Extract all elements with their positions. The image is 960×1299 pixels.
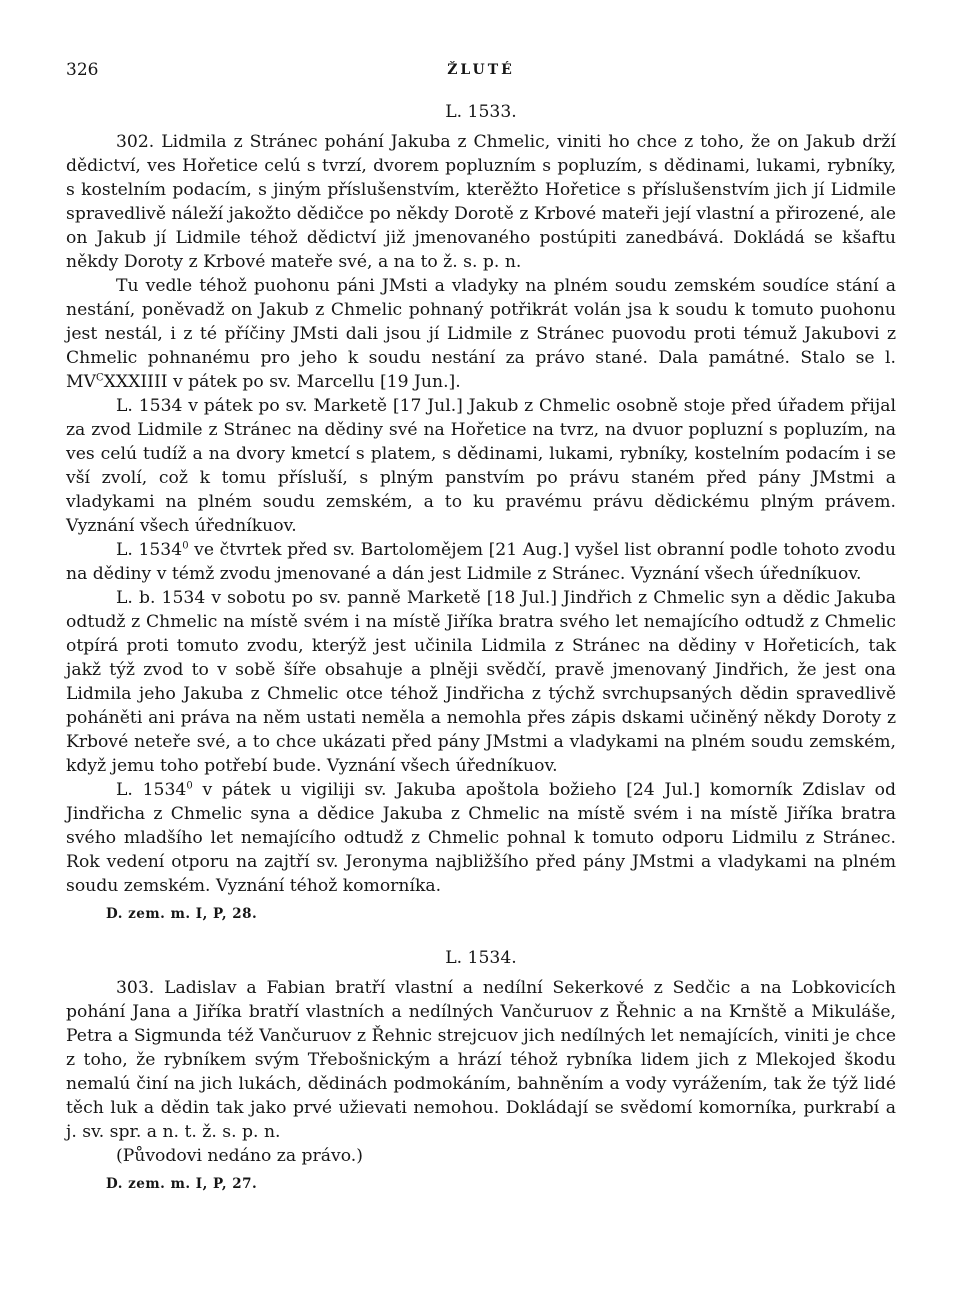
entry-paragraph — [66, 778, 896, 898]
source-citation: D. zem. m. I, P, 27. — [106, 1176, 258, 1192]
paragraph-text: (Původovi nedáno za právo.) — [116, 1146, 363, 1166]
page-number: 326 — [66, 60, 99, 80]
entry-number: 302. — [116, 132, 155, 152]
entry-paragraph — [66, 274, 896, 394]
page-header — [66, 58, 896, 84]
entry-number: 303. — [116, 978, 155, 998]
paragraph-text: v pátek u vigiliji sv. Jakuba apoštola božieho [24 Jul.] komorník Zdislav od Jindřicha z Chmelic syna a dědice Jakuba z Chmelic na místě svém i na místě Jiříka bratra svého mladšího let nemajícího odtudž z Chmelic pohnal k tomuto odporu Lidmilu z Stránec. Rok vedení otporu na zajtří sv. Jeronyma najbližšího před pány JMstmi a vladykami na plném soudu zemském. Vyznání téhož komorníka. — [66, 780, 896, 896]
entry-year: L. 1534. — [445, 948, 517, 968]
entry-year: L. 1533. — [445, 102, 517, 122]
paragraph-text: L. 1534 v pátek po sv. Marketě [17 Jul.] Jakub z Chmelic osobně stoje před úřadem přijal za zvod Lidmile z Stránec na dědiny své na Hořetice na tvrz, na dvuor popluzní s popluzím, na ves celú tudíž a na dvory kmetcí s platem, s dědinami, lukami, rybníky, kostelním podacím i se vší zvolí, což k tomu přísluší, s plným panstvím po právu staném před pány JMstmi a vladykami na plném soudu zemském, a to ku pravému právu dědickému plným právem. Vyznání všech úředníkuov. — [66, 396, 896, 536]
entry-paragraph — [66, 130, 896, 274]
paragraph-text: Ladislav a Fabian bratří vlastní a nedílní Sekerkové z Sedčic a na Lobkovicích pohání Jana a Jiříka bratří vlastních a nedílných Vančuruov z Řehnic a na Krnště a Mikuláše, Petra a Sigmunda též Vančuruov z Řehnic strejcuov jich nedílných let nemajících, viniti je chce z toho, že rybníkem svým Třebošnickým a hrází téhož rybníka lidem jich z Mlekojed škodu nemalú činí na jich lukách, dědinách podmokáním, bahněním a vody vyrážením, tak že týž lidé těch luk a dědin tak jako prvé užievati nemohou. Dokládají se svědomí komorníka, purkrabí a j. sv. spr. a n. t. ž. s. p. n. — [66, 978, 896, 1142]
superscript: 0 — [186, 780, 193, 792]
entry-paragraph — [66, 394, 896, 538]
paragraph-text: L. 1534 — [116, 540, 183, 560]
paragraph-text: Lidmila z Stránec pohání Jakuba z Chmelic, viniti ho chce z toho, že on Jakub drží dědictví, ves Hořetice celú s tvrzí, dvorem popluzním s popluzím, s dědinami, lukami, rybníky, s kostelním podacím, s jiným příslušenstvím, kterěžto Hořetice s příslušenstvím jich jí Lidmile spravedlivě náleží jakožto dědičce po někdy Dorotě z Krbové mateři její vlastní a přirozené, ale on Jakub jí Lidmile téhož dědictví již jmenovaného postúpiti zanedbává. Dokládá se kšaftu někdy Doroty z Krbové mateře své, a na to ž. s. p. n. — [66, 132, 896, 272]
entry-paragraph — [66, 586, 896, 778]
superscript: 0 — [182, 540, 189, 552]
superscript: C — [96, 372, 104, 384]
source-citation: D. zem. m. I, P, 28. — [106, 906, 258, 922]
paragraph-text: Tu vedle téhož puohonu páni JMsti a vladyky na plném soudu zemském soudíce stání a nestání, poněvadž on Jakub z Chmelic pohnaný potřikrát volán jsa k soudu k tomuto puohonu jest nestál, i z té příčiny JMsti dali jsou jí Lidmile z Stránec puovodu proti témuž Jakubovi z Chmelic pohnanému pro jeho k soudu nestání za právo stané. Dala památné. Stalo se l. MV — [66, 276, 896, 392]
entry-paragraph — [66, 1144, 896, 1168]
entry-paragraph — [66, 538, 896, 586]
running-head: ŽLUTÉ — [447, 62, 515, 78]
entry-paragraph — [66, 976, 896, 1144]
page-body — [66, 100, 896, 1216]
paragraph-text: L. 1534 — [116, 780, 187, 800]
paragraph-text: XXXIIII v pátek po sv. Marcellu [19 Jun.]. — [103, 372, 461, 392]
paragraph-text: ve čtvrtek před sv. Bartolomějem [21 Aug.] — [188, 540, 575, 560]
paragraph-text: L. b. 1534 v sobotu po sv. panně Marketě [18 Jul.] Jindřich z Chmelic syn a dědic Jakuba odtudž z Chmelic na místě svém i na místě Jiříka bratra svého let nemajícího odtudž z Chmelic otpírá proti tomuto zvodu, kterýž jest učinila Lidmila z Stránec na dědiny v Hořeticích, tak jakž týž zvod to v sobě šíře obsahuje a plněji svědčí, pravě jmenovaný Jindřich, že jest ona Lidmila jeho Jakuba z Chmelic otce téhož Jindřicha z týchž svrchupsaných dědin spravedlivě poháněti ani práva na něm ustati neměla a nemohla přes zápis dskami učiněný někdy Doroty z Krbové neteře své, a to chce ukázati před pány JMstmi a vladykami na plném soudu zemském, když jemu toho potřebí bude. Vyznání všech úředníkuov. — [66, 588, 896, 776]
paragraph-text: vyšel list obranní podle tohoto zvodu na dědiny v témž zvodu jmenované a dán jest Lidmile z Stránec. Vyznání všech úředníkuov. — [66, 540, 896, 584]
